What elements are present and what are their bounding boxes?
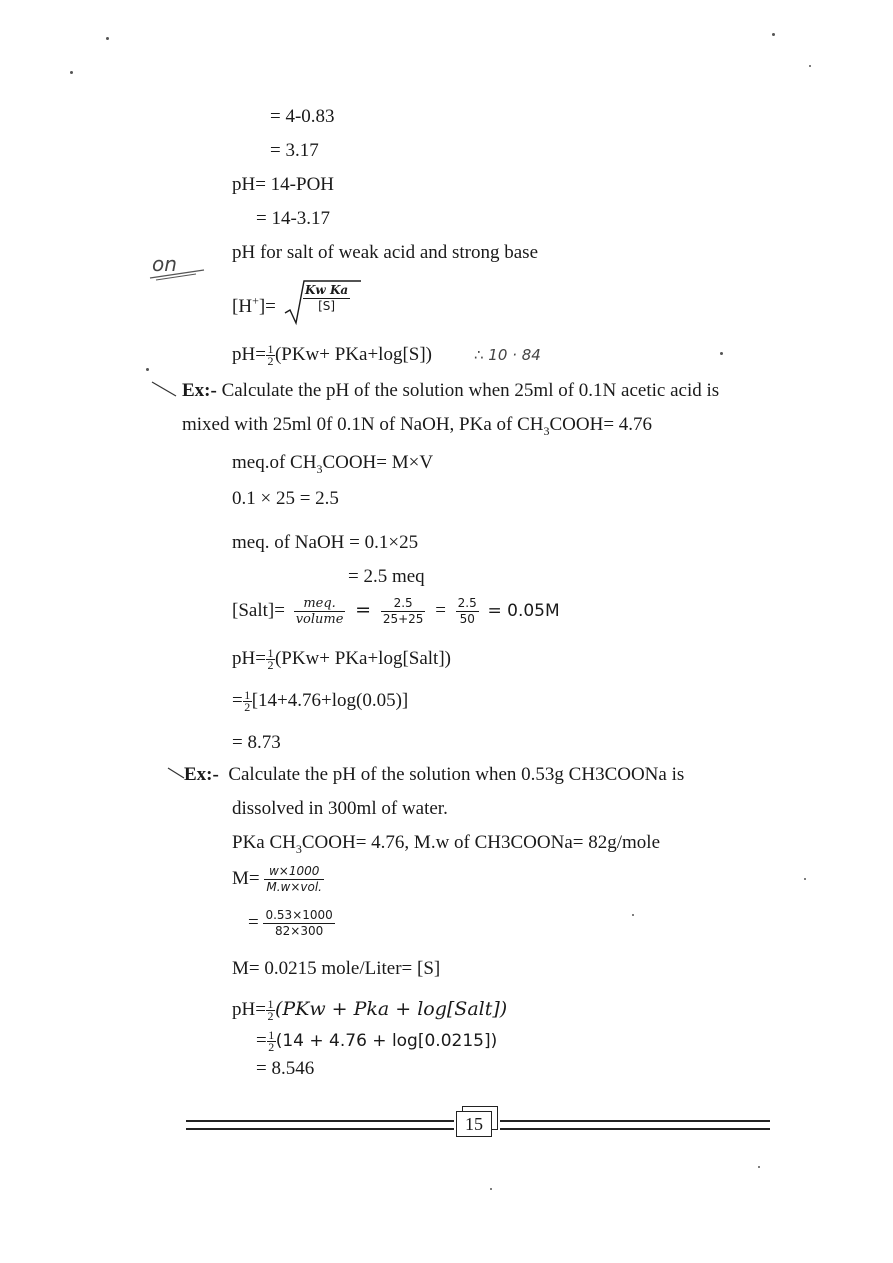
- molarity-formula: M= $\frac{w\times 1000}{\text{M.w×vol.}}$: [232, 864, 322, 894]
- salt-concentration: [Salt]= $\frac{\text{meq.}}{\text{volume}}$ = $\frac{2.5}{25+25}$ = $\frac{2.5}{50}$ = 0.05M: [232, 596, 560, 627]
- calc-line-1: = 4-0.83: [270, 106, 335, 127]
- tick-mark: [166, 766, 186, 780]
- scan-speck: [772, 33, 775, 36]
- tick-mark: [150, 380, 180, 400]
- margin-underline-strokes: [146, 266, 208, 282]
- example-1-text-cont: mixed with 25ml 0f 0.1N of NaOH, PKa of $CH_3COOH= 4.76$: [182, 414, 653, 438]
- molarity-result: M= 0.0215 mole/Liter= [S]: [232, 958, 441, 979]
- scan-speck: [804, 878, 806, 880]
- scan-speck: [146, 368, 149, 371]
- example-1-text: Ex:- Calculate the pH of the solution when 25ml of 0.1N acetic acid is: [182, 380, 720, 401]
- calc-line-3: pH= 14-POH: [232, 174, 335, 195]
- sqrt-fraction: $\frac{\text{Kw Ka}}{[S]}$: [305, 283, 349, 313]
- scan-speck: [490, 1188, 492, 1190]
- margin-handwritten-note: on: [152, 252, 177, 276]
- footer-rule-left: [186, 1120, 454, 1130]
- scan-speck: [809, 65, 811, 67]
- meq-naoh-result: = 2.5 meq: [348, 566, 425, 587]
- scan-speck: [106, 37, 109, 40]
- scan-speck: [758, 1166, 760, 1168]
- ph2-result: = 8.546: [256, 1058, 315, 1079]
- page-number-box: [456, 1111, 492, 1137]
- h-ion-formula: [H+]=: [232, 294, 276, 318]
- ph2-formula: pH= $\frac{1}{2}$ (PKw + Pka + log[Salt]): [232, 997, 508, 1024]
- calc-line-2: = 3.17: [270, 140, 319, 161]
- scan-speck: [70, 71, 73, 74]
- side-handwritten-note: ∴ 10 · 84: [474, 346, 541, 364]
- scan-speck: [720, 352, 723, 355]
- ph-salt-result: = 8.73: [232, 732, 281, 753]
- example-2-given: PKa $CH_3COOH= 4.76$, M.w of CH3COONa= 82g/mole: [232, 832, 661, 856]
- ph2-substitution: = $\frac{1}{2}$ (14 + 4.76 + log[0.0215]): [256, 1028, 498, 1055]
- meq-acid: meq.of $CH_3COOH= M\times V$: [232, 452, 434, 476]
- page-number: 15: [465, 1114, 483, 1134]
- meq-naoh: meq. of NaOH = 0.1×25: [232, 532, 419, 553]
- ph-formula: pH= $\frac{1}{2}$ (PKw+ PKa+log[S]): [232, 342, 433, 369]
- example-2-text-cont: dissolved in 300ml of water.: [232, 798, 448, 819]
- scan-speck: [632, 914, 634, 916]
- ph-salt-substitution: = $\frac{1}{2}$ [14+4.76+log(0.05)]: [232, 688, 409, 715]
- calc-line-4: = 14-3.17: [256, 208, 331, 229]
- section-heading: pH for salt of weak acid and strong base: [232, 242, 539, 263]
- molarity-substitution: = $\frac{0.53\times 1000}{82\times 300}$: [248, 908, 333, 938]
- meq-acid-calc: 0.1 × 25 = 2.5: [232, 488, 339, 509]
- example-2-text: Ex:- Calculate the pH of the solution when 0.53g CH3COONa is: [184, 764, 685, 785]
- ph-salt-formula: pH= $\frac{1}{2}$ (PKw+ PKa+log[Salt]): [232, 646, 451, 673]
- footer-rule-right: [500, 1120, 770, 1130]
